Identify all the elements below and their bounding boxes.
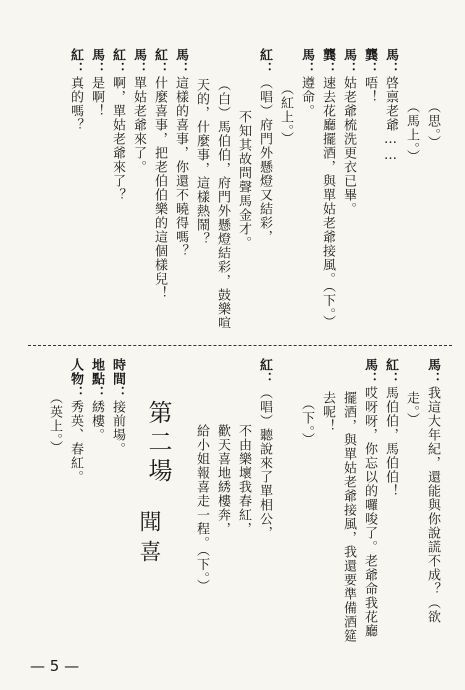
dialogue-column (256, 358, 272, 540)
dialogue-text: 姑老爺梳洗更衣已畢。 (341, 76, 356, 216)
dialogue-text: 啊，單姑老爺來了？ (110, 76, 125, 202)
dialogue-text: 這樣的喜事，你還不曉得嗎？ (173, 76, 188, 258)
dialogue-text: 唔！ (362, 76, 377, 104)
info-value: 秀英、春紅。 (68, 400, 83, 484)
dialogue-column (424, 358, 440, 624)
page-number: — 5 — (30, 657, 80, 675)
dialogue-text: 速去花廳擺酒，與單姑老爺接風。（下。） (320, 76, 335, 329)
speaker-label: 紅： (257, 358, 272, 386)
dialogue-text: （唱）府門外懸燈又結彩， (257, 76, 272, 244)
info-label: 時間： (110, 358, 125, 400)
dialogue-column (340, 48, 356, 216)
dialogue-text: 單姑老爺來了。 (131, 76, 146, 174)
scene-info-time (109, 358, 125, 456)
speaker-label: 紅： (257, 48, 272, 76)
dialogue-column: （白）馬伯伯，府門外懸燈結彩，鼓樂喧 (215, 78, 230, 330)
stage-direction-column: （英上。） (47, 391, 62, 455)
dialogue-column (319, 48, 335, 329)
speaker-label: 馬： (173, 48, 188, 76)
dialogue-text: 真的嗎？ (68, 76, 83, 132)
speaker-label: 紅： (152, 48, 167, 76)
dialogue-column (361, 48, 377, 104)
speaker-label: 馬： (299, 48, 314, 76)
dialogue-text: 遵命。 (299, 76, 314, 118)
section-divider (28, 345, 452, 346)
scene-info-place (88, 358, 104, 442)
dialogue-text: 是啊！ (89, 76, 104, 118)
stage-direction-column: （馬上。） (404, 100, 419, 164)
speaker-label: 紅： (68, 48, 83, 76)
dialogue-column (130, 48, 146, 174)
dialogue-text: 我這大年紀，還能與你說謊不成？（欲 (425, 386, 440, 624)
speaker-label: 馬： (362, 358, 377, 386)
dialogue-column (382, 48, 398, 164)
speaker-label: 龔： (362, 48, 377, 76)
speaker-label: 馬： (341, 48, 356, 76)
dialogue-column (88, 48, 104, 118)
speaker-label: 馬： (89, 48, 104, 76)
stage-direction-column: （思。） (425, 100, 440, 150)
info-label: 人物： (68, 358, 83, 400)
dialogue-text: 哎呀呀，你忘以的囉唆了。老爺命我花廳 (362, 386, 377, 638)
scene-info-characters (67, 358, 83, 484)
scene-title: 聞喜 (136, 510, 161, 570)
dialogue-text: 什麼喜事，把老伯伯樂的這個樣兒！ (152, 76, 167, 300)
info-value: 綉樓。 (89, 400, 104, 442)
speaker-label: 馬： (131, 48, 146, 76)
scene-number: 第二場 (144, 400, 172, 487)
dialogue-column (256, 48, 272, 244)
dialogue-column (109, 48, 125, 202)
dialogue-column: 走。） (404, 391, 419, 427)
speaker-label: 馬： (383, 48, 398, 76)
stage-direction-column: （紅上。） (278, 82, 293, 146)
dialogue-column (151, 48, 167, 300)
dialogue-column: 天的，什麼事，這樣熱鬧？ (194, 78, 209, 246)
speaker-label: 紅： (110, 48, 125, 76)
sung-line-column: 歡天喜地綉樓奔， (215, 424, 230, 536)
dialogue-column (172, 48, 188, 258)
dialogue-column (298, 48, 314, 118)
sung-line-column: 給小姐報喜走一程。（下。） (194, 424, 209, 593)
dialogue-text: 啓禀老爺…… (383, 76, 398, 164)
stage-direction-column: （下。） (299, 397, 314, 447)
dialogue-column (382, 358, 398, 498)
info-label: 地點： (89, 358, 104, 400)
dialogue-column: 擺酒，與單姑老爺接風，我還要準備酒筵 (341, 391, 356, 643)
dialogue-column (67, 48, 83, 132)
dialogue-column: 去呢！ (320, 391, 335, 433)
speaker-label: 馬： (425, 358, 440, 386)
speaker-label: 龔： (320, 48, 335, 76)
sung-line-column: 不知其故問聲馬金才。 (236, 110, 251, 250)
info-value: 接前場。 (110, 400, 125, 456)
dialogue-text: （唱）聽說來了單相公， (257, 386, 272, 540)
dialogue-column (361, 358, 377, 638)
speaker-label: 紅： (383, 358, 398, 386)
sung-line-column: 不由樂壞我春紅， (236, 424, 251, 536)
dialogue-text: 馬伯伯，馬伯伯！ (383, 386, 398, 498)
